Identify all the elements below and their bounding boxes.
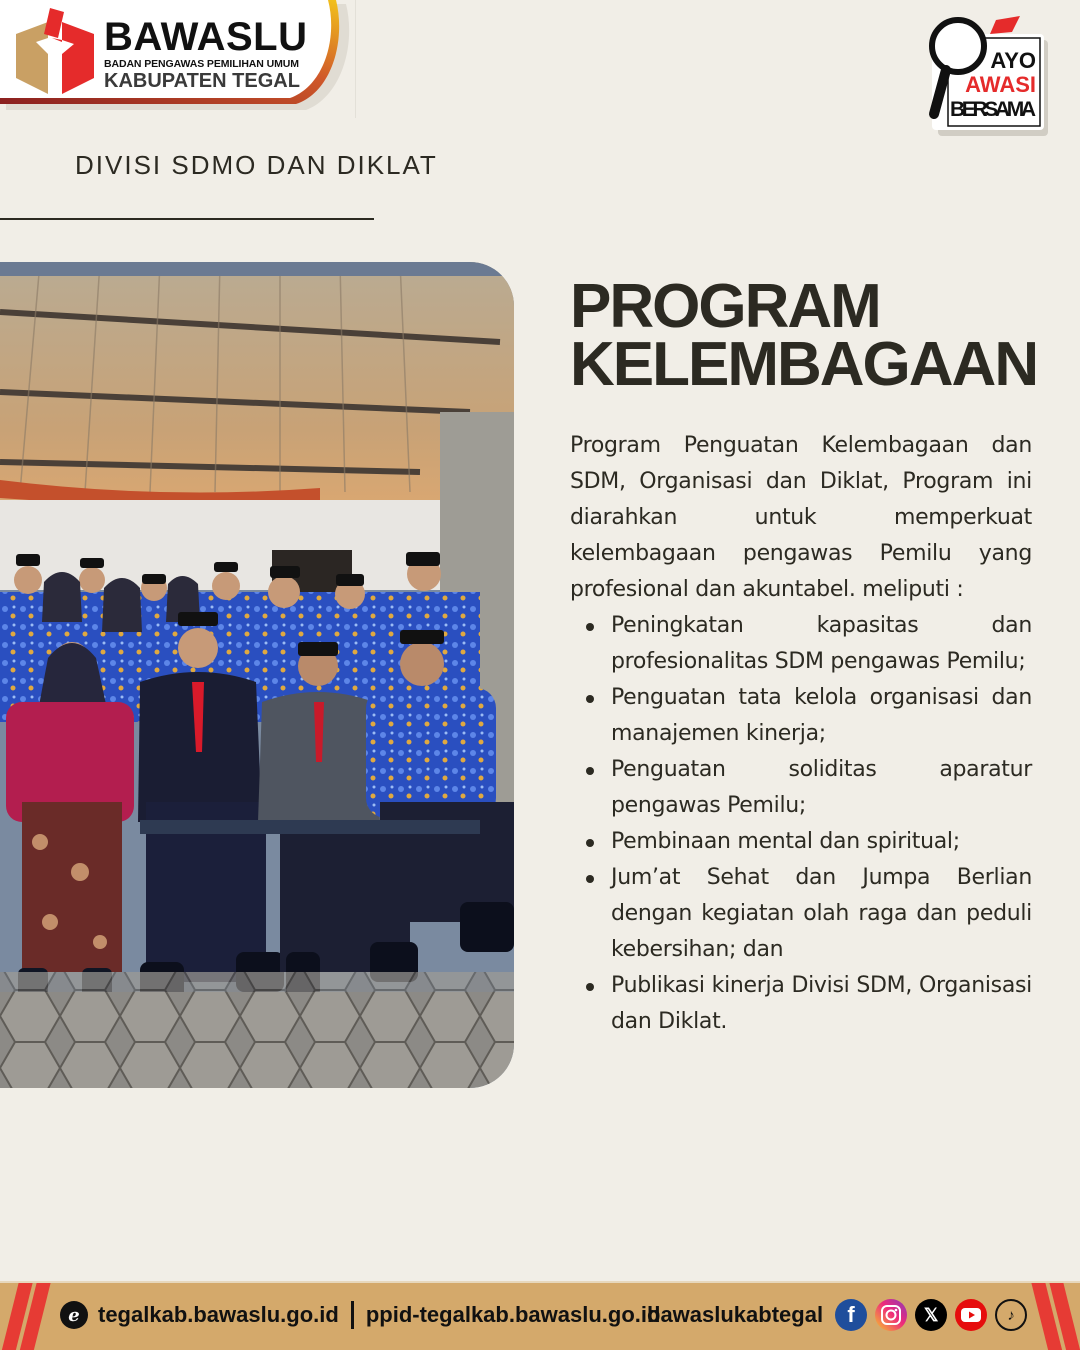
- ppid-link[interactable]: ppid-tegalkab.bawaslu.go.id: [365, 1302, 661, 1327]
- program-description: [570, 428, 1032, 1040]
- social-handle: bawaslukabtegal: [647, 1302, 824, 1327]
- main-title: [570, 272, 1050, 399]
- main-title-line-1: PROGRAM: [570, 272, 880, 341]
- division-title: DIVISI SDMO DAN DIKLAT: [75, 150, 438, 180]
- badge-line-1: AYO: [990, 48, 1036, 73]
- list-item: Penguatan soliditas aparatur pengawas Pemilu;: [611, 752, 1032, 824]
- logo-subtitle: BADAN PENGAWAS PEMILIHAN UMUM: [104, 58, 299, 70]
- badge-line-2: AWASI: [965, 72, 1036, 97]
- footer-links: [60, 1301, 660, 1329]
- logo-title: BAWASLU: [104, 15, 308, 59]
- header-divider: [355, 0, 356, 118]
- list-item: Peningkatan kapasitas dan profesionalitas SDM pengawas Pemilu;: [611, 608, 1032, 680]
- facebook-icon[interactable]: f: [835, 1299, 867, 1331]
- badge-line-3: BERSAMA: [950, 98, 1036, 121]
- list-item: Jum’at Sehat dan Jumpa Berlian dengan kegiatan olah raga dan peduli kebersihan; dan: [611, 860, 1032, 968]
- youtube-icon[interactable]: [955, 1299, 987, 1331]
- x-icon[interactable]: 𝕏: [915, 1299, 947, 1331]
- division-underline: [0, 218, 374, 220]
- main-title-line-2: KELEMBAGAAN: [570, 330, 1038, 399]
- program-list: [611, 608, 1032, 1040]
- logo-region: KABUPATEN TEGAL: [104, 70, 300, 92]
- ballot-box-logo-icon: [14, 8, 98, 98]
- tiktok-icon[interactable]: ♪: [995, 1299, 1027, 1331]
- link-separator: [351, 1301, 354, 1329]
- social-links: [647, 1299, 1027, 1331]
- red-accent-icon: [990, 16, 1020, 34]
- list-item: Publikasi kinerja Divisi SDM, Organisasi dan Diklat.: [611, 968, 1032, 1040]
- intro-paragraph: Program Penguatan Kelembagaan dan SDM, Organisasi dan Diklat, Program ini diarahkan untuk memperkuat kelembagaan pengawas Pemilu yang profesional dan akuntabel. meliputi :: [570, 433, 1032, 602]
- group-photo: [0, 262, 514, 1088]
- ayo-awasi-bersama-badge: [924, 10, 1052, 138]
- website-link[interactable]: tegalkab.bawaslu.go.id: [98, 1302, 339, 1327]
- bawaslu-logo: [0, 0, 350, 112]
- instagram-icon[interactable]: [875, 1299, 907, 1331]
- list-item: Penguatan tata kelola organisasi dan manajemen kinerja;: [611, 680, 1032, 752]
- web-icon: e: [60, 1301, 88, 1329]
- list-item: Pembinaan mental dan spiritual;: [611, 824, 1032, 860]
- footer: [0, 1281, 1080, 1350]
